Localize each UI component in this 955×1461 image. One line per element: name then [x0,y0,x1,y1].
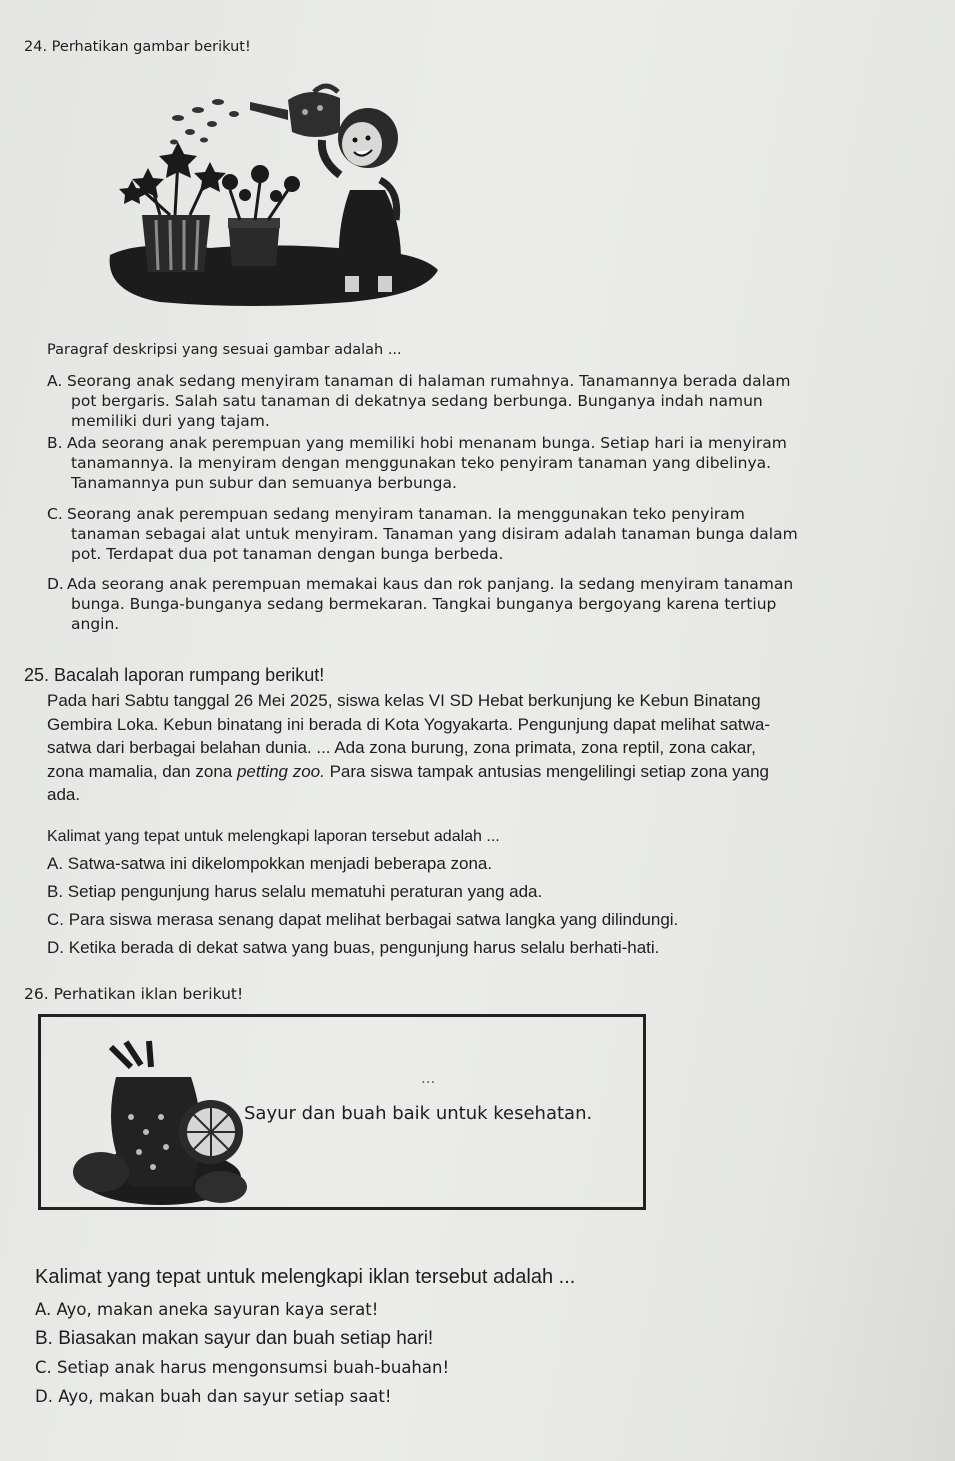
q24-option-d[interactable]: D. Ada seorang anak perempuan memakai kaus dan rok panjang. Ia sedang menyiram tanaman bunga. Bunga-bunganya sedang bermekaran. Tangkai bunganya bergoyang karena tertiup angin. [47,575,794,633]
ad-blank: ... [421,1069,436,1087]
option-letter: C. [47,505,63,523]
girl-watering-flowers-illustration [100,80,445,310]
q26-option-c[interactable]: C. Setiap anak harus mengonsumsi buah-buahan! [35,1358,450,1377]
q24-option-c[interactable]: C. Seorang anak perempuan sedang menyiram tanaman. Ia menggunakan teko penyiram tanaman sebagai alat untuk menyiram. Tanaman yang disiram adalah tanaman bunga dalam pot. Terdapat dua pot tanaman dengan bunga berbeda. [47,505,798,563]
q26-option-a[interactable]: A. Ayo, makan aneka sayuran kaya serat! [35,1300,379,1319]
option-letter: A. [47,372,63,390]
q25-option-c[interactable]: C. Para siswa merasa senang dapat melihat berbagai satwa langka yang dilindungi. [47,910,679,929]
q25-option-d[interactable]: D. Ketika berada di dekat satwa yang buas, pengunjung harus selalu berhati-hati. [47,938,660,957]
q26-title: Perhatikan iklan berikut! [53,985,244,1003]
q26-heading [24,985,243,1003]
q26-prompt: Kalimat yang tepat untuk melengkapi iklan tersebut adalah ... [35,1266,576,1288]
q25-options [47,850,678,962]
vegetables-fruits-illustration [71,1037,251,1207]
q25-number: 25. [24,665,50,685]
q24-option-a[interactable]: A. Seorang anak sedang menyiram tanaman di halaman rumahnya. Tanamannya berada dalam pot bergaris. Salah satu tanaman di dekatnya sedang berbunga. Bunganya indah namun memiliki duri yang tajam. [47,372,791,430]
advertisement-box [38,1014,646,1210]
q25-title: Bacalah laporan rumpang berikut! [54,665,325,685]
q26-options [35,1295,449,1411]
q26-option-b[interactable]: B. Biasakan makan sayur dan buah setiap hari! [35,1328,434,1349]
q26-number: 26. [24,985,49,1003]
q24-number: 24. [24,39,48,55]
q25-report-paragraph: Pada hari Sabtu tanggal 26 Mei 2025, siswa kelas VI SD Hebat berkunjung ke Kebun Binatang Gembira Loka. Kebun binatang ini berada di Kota Yogyakarta. Pengunjung dapat melihat satwa- satwa dari berbagai belahan dunia. ... Ada zona burung, zona primata, zona reptil, zona cakar, zona mamalia, dan zona petting zoo. Para siswa tampak antusias mengelilingi setiap zona yang ada. [47,691,770,804]
q25-option-a[interactable]: A. Satwa-satwa ini dikelompokkan menjadi beberapa zona. [47,854,493,873]
q25-option-b[interactable]: B. Setiap pengunjung harus selalu mematuhi peraturan yang ada. [47,882,543,901]
option-letter: B. [47,434,63,452]
q24-prompt: Paragraf deskripsi yang sesuai gambar adalah ... [47,342,402,358]
ad-text: Sayur dan buah baik untuk kesehatan. [244,1103,593,1124]
option-letter: D. [47,575,64,593]
q24-option-b[interactable]: B. Ada seorang anak perempuan yang memiliki hobi menanam bunga. Setiap hari ia menyiram tanamannya. Ia menyiram dengan menggunakan teko penyiram tanaman yang dibelinya. Tanamannya pun subur dan semuanya berbunga. [47,434,787,492]
q26-option-d[interactable]: D. Ayo, makan buah dan sayur setiap saat! [35,1387,392,1406]
q25-heading [24,665,324,686]
q25-prompt: Kalimat yang tepat untuk melengkapi laporan tersebut adalah ... [47,828,500,845]
q24-heading [24,37,251,58]
q24-title: Perhatikan gambar berikut! [51,39,251,55]
